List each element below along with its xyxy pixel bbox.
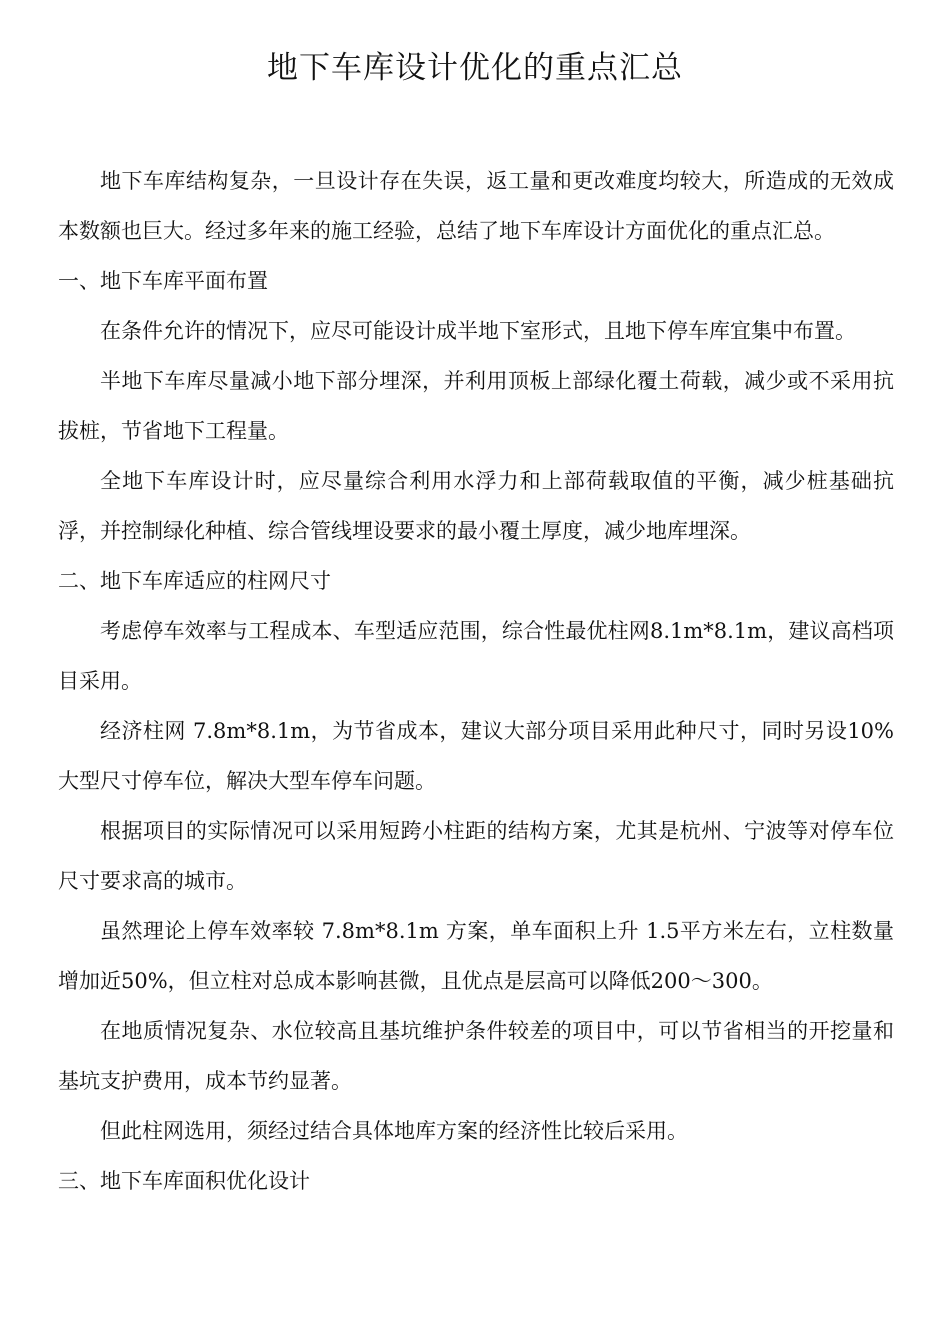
- section-2-paragraph-4: 虽然理论上停车效率较 7.8m*8.1m 方案，单车面积上升 1.5平方米左右，立柱数量增加近50%，但立柱对总成本影响甚微，且优点是层高可以降低200～300。: [58, 919, 894, 993]
- section-1-paragraph-3: 全地下车库设计时，应尽量综合利用水浮力和上部荷载取值的平衡，减少桩基础抗浮，并控制绿化种植、综合管线埋设要求的最小覆土厚度，减少地库埋深。: [58, 469, 894, 543]
- section-heading-1: 一、地下车库平面布置: [58, 269, 268, 293]
- section-2-paragraph-6: 但此柱网选用，须经过结合具体地库方案的经济性比较后采用。: [100, 1119, 688, 1143]
- section-heading-2: 二、地下车库适应的柱网尺寸: [58, 569, 331, 593]
- document-body: [58, 156, 894, 1206]
- section-2-paragraph-2: 经济柱网 7.8m*8.1m，为节省成本，建议大部分项目采用此种尺寸，同时另设10%大型尺寸停车位，解决大型车停车问题。: [58, 719, 894, 793]
- document-title: 地下车库设计优化的重点汇总: [267, 50, 683, 86]
- section-2-paragraph-1: 考虑停车效率与工程成本、车型适应范围，综合性最优柱网8.1m*8.1m，建议高档项目采用。: [58, 619, 894, 693]
- section-heading-3: 三、地下车库面积优化设计: [58, 1169, 310, 1193]
- section-1-paragraph-1: 在条件允许的情况下，应尽可能设计成半地下室形式，且地下停车库宜集中布置。: [100, 319, 856, 343]
- intro-paragraph: 地下车库结构复杂，一旦设计存在失误，返工量和更改难度均较大，所造成的无效成本数额也巨大。经过多年来的施工经验，总结了地下车库设计方面优化的重点汇总。: [58, 169, 894, 243]
- section-2-paragraph-5: 在地质情况复杂、水位较高且基坑维护条件较差的项目中，可以节省相当的开挖量和基坑支护费用，成本节约显著。: [58, 1019, 894, 1093]
- section-1-paragraph-2: 半地下车库尽量减小地下部分埋深，并利用顶板上部绿化覆土荷载，减少或不采用抗拔桩，节省地下工程量。: [58, 369, 894, 443]
- section-2-paragraph-3: 根据项目的实际情况可以采用短跨小柱距的结构方案，尤其是杭州、宁波等对停车位尺寸要求高的城市。: [58, 819, 894, 893]
